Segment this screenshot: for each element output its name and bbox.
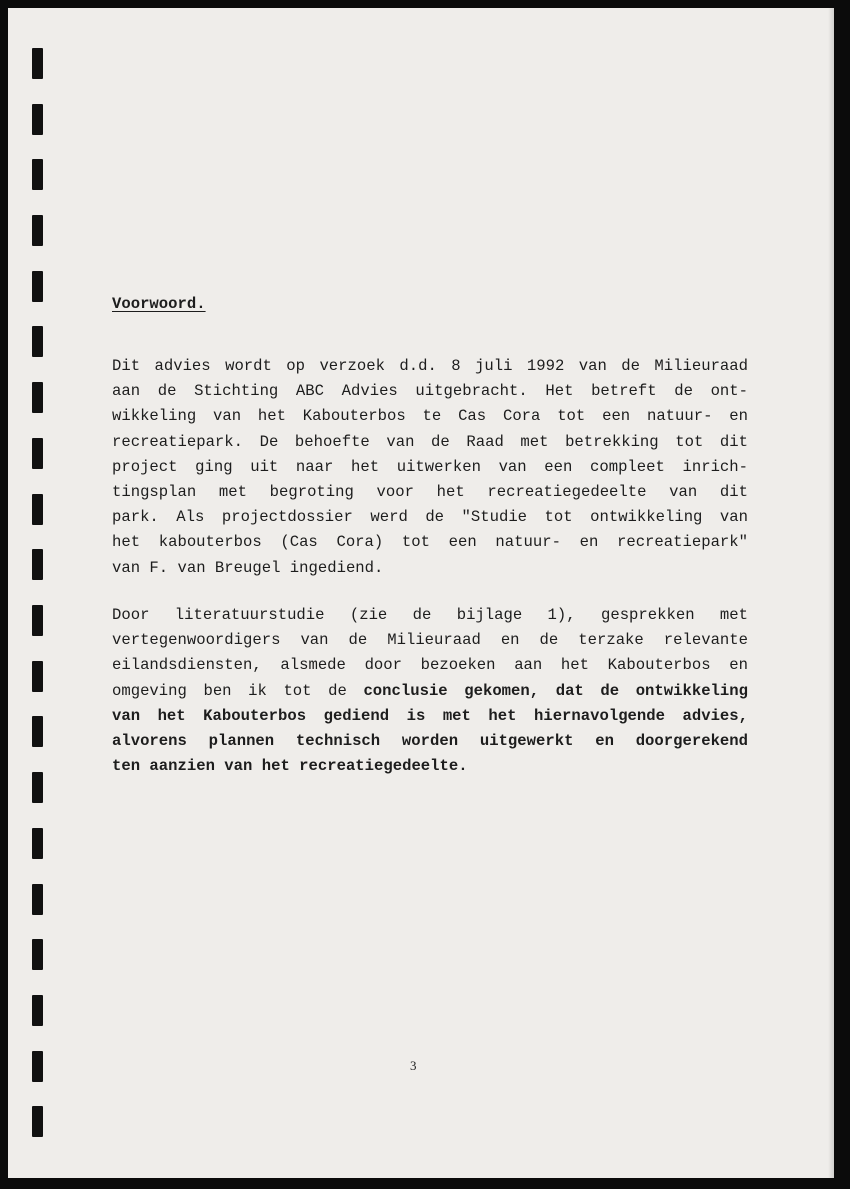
binding-hole	[32, 605, 43, 636]
paragraph-intro	[112, 354, 748, 581]
binding-hole	[32, 215, 43, 246]
binding-hole	[32, 326, 43, 357]
text-line: het kabouterbos (Cas Cora) tot een natuur- en recreatiepark"	[112, 533, 748, 552]
binding-hole	[32, 939, 43, 970]
binding-hole	[32, 549, 43, 580]
paragraph-conclusion	[112, 603, 748, 779]
binding-hole	[32, 828, 43, 859]
text-line: tingsplan met begroting voor het recreatiegedeelte van dit	[112, 482, 748, 501]
binding-hole	[32, 159, 43, 190]
text-line-mixed	[112, 679, 748, 704]
binding-hole	[32, 438, 43, 469]
bold-text-line: van het Kabouterbos gediend is met het hiernavolgende advies,	[112, 706, 748, 725]
binding-hole	[32, 271, 43, 302]
bold-text-segment: conclusie gekomen, dat de ontwikkeling	[363, 681, 748, 700]
text-line: Door literatuurstudie (zie de bijlage 1), gesprekken met	[112, 606, 748, 624]
text-line: park. Als projectdossier werd de "Studie tot ontwikkeling van	[112, 508, 748, 527]
binding-hole	[32, 1051, 43, 1082]
binding-hole	[32, 772, 43, 803]
binding-hole	[32, 382, 43, 413]
text-line: wikkeling van het Kabouterbos te Cas Cora tot een natuur- en	[112, 407, 748, 426]
page-title: Voorwoord.	[112, 295, 206, 313]
text-line: eilandsdiensten, alsmede door bezoeken aan het Kabouterbos en	[112, 656, 748, 675]
binding-hole	[32, 661, 43, 692]
binding-hole	[32, 716, 43, 747]
binding-hole	[32, 48, 43, 79]
bold-text-line: ten aanzien van het recreatiegedeelte.	[112, 757, 468, 776]
text-line: vertegenwoordigers van de Milieuraad en de terzake relevante	[112, 631, 748, 650]
binding-hole	[32, 104, 43, 135]
document-page	[8, 8, 834, 1178]
text-line: Dit advies wordt op verzoek d.d. 8 juli 1992 van de Milieuraad	[112, 357, 748, 375]
page-number: 3	[410, 1058, 417, 1073]
bold-text-line: alvorens plannen technisch worden uitgewerkt en doorgerekend	[112, 731, 748, 750]
binding-hole	[32, 494, 43, 525]
text-line: recreatiepark. De behoefte van de Raad met betrekking tot dit	[112, 432, 748, 451]
binding-hole	[32, 995, 43, 1026]
page-edge-shadow	[828, 8, 834, 1178]
text-segment: omgeving ben ik tot de	[112, 681, 364, 700]
text-line: aan de Stichting ABC Advies uitgebracht. Het betreft de ont-	[112, 382, 748, 401]
binding-hole	[32, 1106, 43, 1137]
text-line: project ging uit naar het uitwerken van een compleet inrich-	[112, 457, 748, 476]
binding-hole	[32, 884, 43, 915]
binding-holes	[8, 8, 68, 1178]
text-line: van F. van Breugel ingediend.	[112, 558, 384, 577]
